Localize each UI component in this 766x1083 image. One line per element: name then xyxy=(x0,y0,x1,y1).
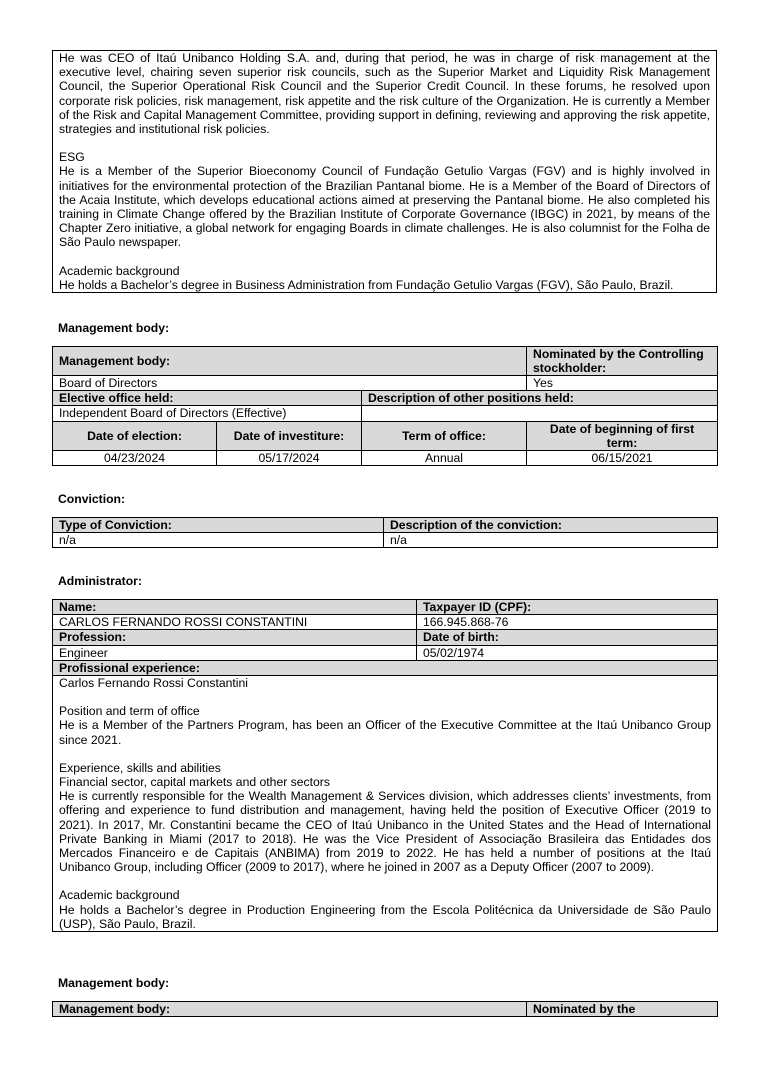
body-value: Board of Directors xyxy=(53,376,527,391)
description-label: Description of other positions held: xyxy=(362,391,718,406)
esg-title: ESG xyxy=(59,150,85,165)
dob-label: Date of birth: xyxy=(417,630,718,645)
administrator-table xyxy=(52,599,718,932)
conviction-type-label: Type of Conviction: xyxy=(53,518,384,533)
bio-cell xyxy=(53,51,717,293)
management-table-2-wrap xyxy=(52,1001,717,1017)
admin-academic-title: Academic background xyxy=(59,888,180,903)
col-nominated-2: Nominated by the xyxy=(527,1002,718,1017)
administrator-table-wrap xyxy=(52,599,717,932)
management-table xyxy=(52,346,718,466)
conviction-type-value: n/a xyxy=(53,533,384,548)
academic-paragraph: He holds a Bachelor’s degree in Business Administration from Fundação Getulio Vargas (FGV), São Paulo, Brazil. xyxy=(59,277,674,292)
first-term-value: 06/15/2021 xyxy=(527,451,718,466)
cpf-value: 166.945.868-76 xyxy=(417,615,718,630)
col-management-body-2: Management body: xyxy=(53,1002,527,1017)
bio-continuation-block xyxy=(52,50,717,293)
date-investiture-value: 05/17/2024 xyxy=(217,451,362,466)
position-title: Position and term of office xyxy=(59,704,200,719)
management-heading-2: Management body: xyxy=(58,976,170,990)
nominated-value: Yes xyxy=(527,376,718,391)
experience-paragraph: He is currently responsible for the Wealth Management & Services division, which addresses clients’ investments, from offering and experience to fund distribution and management, having held the position of Executive Officer (2019 to 2021). In 2017, Mr. Constantini became the CEO of Itaú Unibanco in the United States and the Head of International Private Banking in Miami (2017 to 2018). He was the Vice President of Associação Brasileira das Entidades dos Mercados Financeiro e de Capitais (ANBIMA) from 2019 to 2022. He has held a number of positions at the Itaú Unibanco Group, including Officer (2009 to 2017), where he joined in 2007 as a Deputy Officer (2007 to 2009). xyxy=(59,789,711,875)
dob-value: 05/02/1974 xyxy=(417,645,718,660)
first-term-label: Date of beginning of first term: xyxy=(527,421,718,450)
col-nominated: Nominated by the Controlling stockholder: xyxy=(527,347,718,376)
academic-title: Academic background xyxy=(59,263,180,278)
elective-value: Independent Board of Directors (Effective) xyxy=(53,406,362,421)
risk-paragraph: He was CEO of Itaú Unibanco Holding S.A. and, during that period, he was in charge of risk management at the executive level, chairing seven superior risk councils, such as the Superior Market and Liquidity Risk Management Council, the Superior Operational Risk Council and the Superior Credit Council. In these forums, he resolved upon corporate risk policies, risk management, risk appetite and the risk culture of the Organization. He is currently a Member of the Risk and Capital Management Committee, providing support in defining, reviewing and approving the risk appetite, strategies and institutional risk policies. xyxy=(59,51,710,137)
name-label: Name: xyxy=(53,600,417,615)
profession-value: Engineer xyxy=(53,645,417,660)
term-value: Annual xyxy=(362,451,527,466)
administrator-heading: Administrator: xyxy=(58,574,142,588)
term-label: Term of office: xyxy=(362,421,527,450)
description-value xyxy=(362,406,718,421)
conviction-table-wrap xyxy=(52,517,717,548)
cpf-label: Taxpayer ID (CPF): xyxy=(417,600,718,615)
conviction-desc-label: Description of the conviction: xyxy=(384,518,718,533)
date-election-label: Date of election: xyxy=(53,421,217,450)
management-heading: Management body: xyxy=(58,321,170,335)
management-table-wrap xyxy=(52,346,717,466)
elective-label: Elective office held: xyxy=(53,391,362,406)
experience-cell xyxy=(53,676,718,932)
date-investiture-label: Date of investiture: xyxy=(217,421,362,450)
admin-academic-paragraph: He holds a Bachelor’s degree in Production Engineering from the Escola Politécnica da Universidade de São Paulo (USP), São Paulo, Brazil. xyxy=(59,902,711,931)
experience-title: Experience, skills and abilities xyxy=(59,760,221,775)
conviction-heading: Conviction: xyxy=(58,492,126,506)
col-management-body: Management body: xyxy=(53,347,527,376)
sector-title: Financial sector, capital markets and other sectors xyxy=(59,775,330,790)
esg-paragraph: He is a Member of the Superior Bioeconomy Council of Fundação Getulio Vargas (FGV) and is highly involved in initiatives for the environmental protection of the Brazilian Pantanal biome. He is a Member of the Board of Directors of the Acaia Institute, which develops educational actions aimed at preserving the Pantanal biome. He also completed his training in Climate Change offered by the Brazilian Institute of Corporate Governance (IBGC) in 2021, by means of the Chapter Zero initiative, a global network for engaging Boards in climate challenges. He is also columnist for the Folha de São Paulo newspaper. xyxy=(59,164,710,250)
experience-label: Profissional experience: xyxy=(53,660,718,675)
profession-label: Profession: xyxy=(53,630,417,645)
position-paragraph: He is a Member of the Partners Program, has been an Officer of the Executive Committee at the Itaú Unibanco Group since 2021. xyxy=(59,718,711,747)
management-table-2 xyxy=(52,1001,718,1017)
experience-name: Carlos Fernando Rossi Constantini xyxy=(59,676,248,691)
conviction-table xyxy=(52,517,718,548)
date-election-value: 04/23/2024 xyxy=(53,451,217,466)
conviction-desc-value: n/a xyxy=(384,533,718,548)
name-value: CARLOS FERNANDO ROSSI CONSTANTINI xyxy=(53,615,417,630)
